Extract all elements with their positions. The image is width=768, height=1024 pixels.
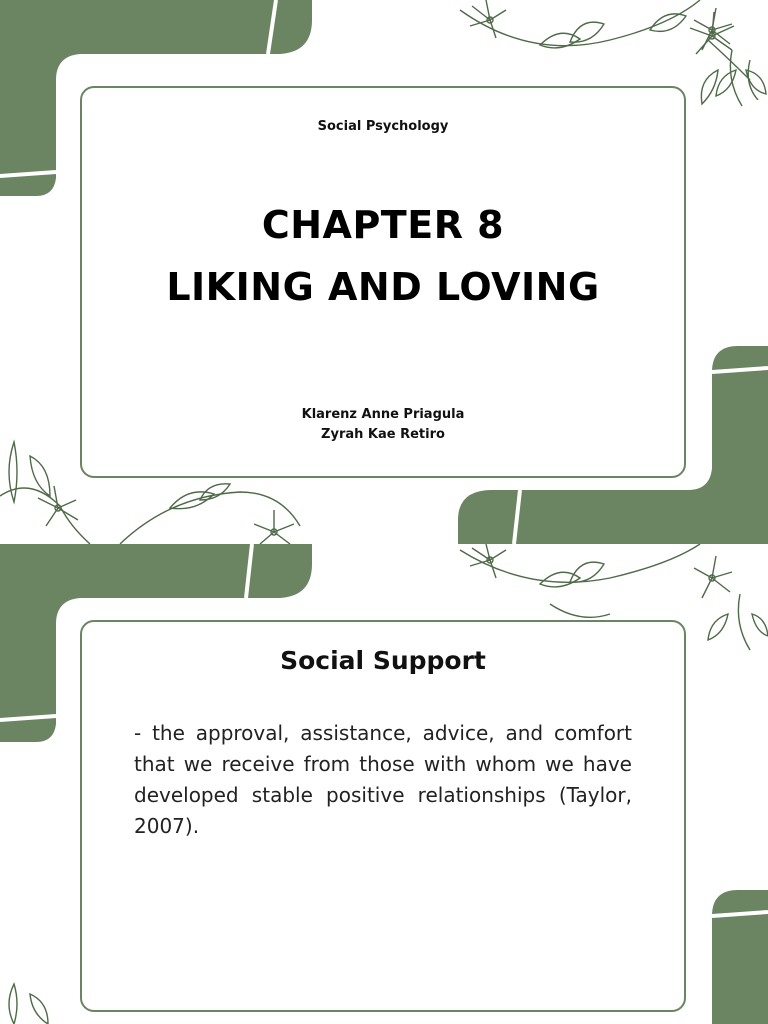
chapter-title <box>82 194 684 318</box>
content-card <box>80 620 686 1012</box>
author-name: Klarenz Anne Priagula <box>301 407 465 422</box>
chapter-name: LIKING AND LOVING <box>166 265 600 309</box>
section-heading: Social Support <box>280 646 486 675</box>
definition-text: - the approval, assistance, advice, and comfort that we receive from those with whom we have developed stable positive relationships (Taylor, 2007). <box>134 721 632 838</box>
author-name: Zyrah Kae Retiro <box>321 427 445 442</box>
author-list <box>82 405 684 445</box>
chapter-number: CHAPTER 8 <box>261 203 505 247</box>
title-card <box>80 86 686 478</box>
floral-vine-icon <box>672 0 768 110</box>
content-slide <box>0 544 768 1024</box>
course-subject: Social Psychology <box>317 119 449 134</box>
floral-vine-icon <box>0 980 80 1024</box>
